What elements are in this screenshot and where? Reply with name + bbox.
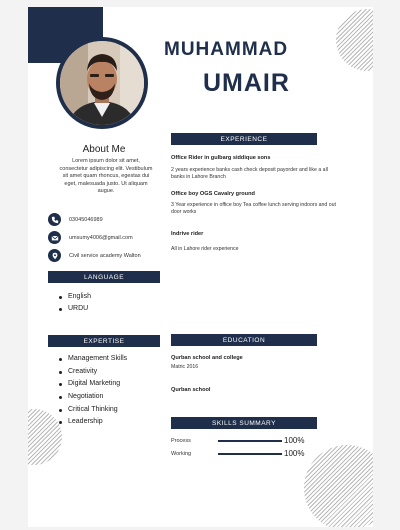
contact-location xyxy=(48,249,141,262)
striped-circle-decoration xyxy=(336,9,373,71)
skill-level-bar xyxy=(218,453,282,455)
expertise-list xyxy=(58,353,127,429)
about-text: Lorem ipsum dolor sit amet, consectetur adipiscing elit. Vestibulum sit amet quam rhoncus, egestas dui eget, malesuada justo. Ut aliquam augue. xyxy=(59,158,153,195)
contact-email-text: umsumy4006@gmail.com xyxy=(69,234,133,241)
experience-entry-title: Indrive rider xyxy=(171,231,204,237)
skill-label: Process xyxy=(171,437,191,444)
contact-location-text: Civil service academy Walton xyxy=(69,252,141,259)
experience-entry-text: All in Lahore rider experience xyxy=(171,246,239,252)
language-list xyxy=(58,291,91,315)
education-entry-title: Qurban school xyxy=(171,387,211,393)
skill-level-bar xyxy=(218,440,282,442)
list-item: Management Skills xyxy=(58,353,127,366)
phone-icon xyxy=(48,213,61,226)
resume-page xyxy=(28,7,373,527)
experience-entry-text: 3 Year experience in office boy Tea coffee lunch serving indoors and out door works xyxy=(171,202,336,216)
education-entry-text: Matric 2016 xyxy=(171,364,199,370)
list-item: Leadership xyxy=(58,416,127,429)
list-item: Creativity xyxy=(58,366,127,379)
name-first: MUHAMMAD xyxy=(164,39,289,60)
skill-label: Working xyxy=(171,450,192,457)
striped-circle-decoration xyxy=(304,445,373,527)
education-heading: EDUCATION xyxy=(171,334,317,346)
list-item: URDU xyxy=(58,303,91,315)
expertise-heading: EXPERTISE xyxy=(48,335,160,347)
experience-entry-text: 2 years experience banks cash check deposit payorder and like a all banks in Lahore Branch xyxy=(171,167,328,181)
contact-phone xyxy=(48,213,103,226)
skills-summary-heading: SKILLS SUMMARY xyxy=(171,417,317,429)
profile-photo-frame xyxy=(56,37,148,129)
striped-circle-decoration xyxy=(28,409,62,465)
experience-entry-title: Office boy OGS Cavalry ground xyxy=(171,191,255,197)
name-last: UMAIR xyxy=(203,69,290,97)
skill-percent: 100% xyxy=(284,436,305,445)
list-item: Negotiation xyxy=(58,391,127,404)
skill-percent: 100% xyxy=(284,449,305,458)
list-item: English xyxy=(58,291,91,303)
list-item: Critical Thinking xyxy=(58,404,127,417)
email-icon xyxy=(48,231,61,244)
skill-row xyxy=(171,436,304,445)
profile-photo xyxy=(60,41,144,125)
about-title: About Me xyxy=(82,144,126,155)
education-entry-title: Qurban school and college xyxy=(171,355,243,361)
experience-heading: EXPERIENCE xyxy=(171,133,317,145)
experience-entry-title: Office Rider in gulbarg siddique sons xyxy=(171,155,271,161)
skill-row xyxy=(171,449,304,458)
contact-email xyxy=(48,231,133,244)
location-icon xyxy=(48,249,61,262)
language-heading: LANGUAGE xyxy=(48,271,160,283)
list-item: Digital Marketing xyxy=(58,378,127,391)
contact-phone-text: 03045046989 xyxy=(69,216,103,223)
